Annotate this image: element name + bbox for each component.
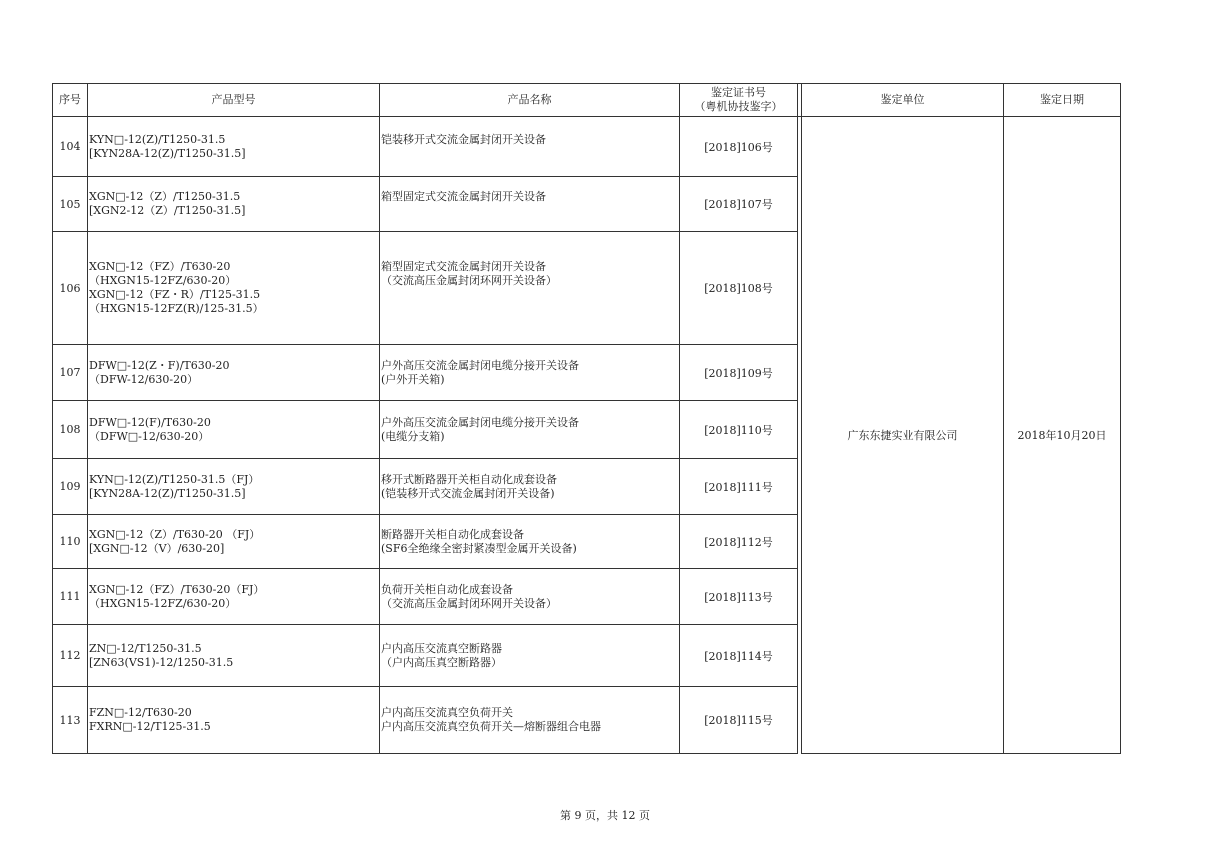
product-name-line [381, 204, 678, 218]
row-number: 105 [53, 177, 88, 232]
row-number: 106 [53, 232, 88, 345]
product-model-line: [KYN28A-12(Z)/T1250-31.5] [89, 486, 246, 500]
product-name-cell [380, 232, 680, 345]
product-model-line: （DFW-12/630-20） [89, 372, 199, 386]
product-model-line: XGN□-12（FZ・R）/T125-31.5 [89, 288, 261, 301]
product-name-line: 箱型固定式交流金属封闭开关设备 [381, 190, 546, 203]
product-name-line: 户外高压交流金属封闭电缆分接开关设备 [381, 415, 579, 429]
product-name-line: 箱型固定式交流金属封闭开关设备 [381, 260, 546, 273]
product-model-line: XGN□-12（Z）/T630-20 （FJ） [89, 527, 261, 541]
product-name-line [381, 288, 678, 302]
header-no: 序号 [53, 84, 88, 117]
certificate-number: [2018]107号 [680, 177, 798, 232]
header-name: 产品名称 [380, 84, 680, 117]
product-model-line: DFW□-12(Z・F)/T630-20 [89, 358, 230, 372]
header-cert-line1: 鉴定证书号 [711, 86, 766, 99]
product-model-line: XGN□-12（FZ）/T630-20（FJ） [89, 582, 265, 596]
product-model-line: XGN□-12（FZ）/T630-20 [89, 260, 231, 273]
page-footer: 第 9 页，共 12 页 [560, 809, 650, 822]
product-model-line: KYN□-12(Z)/T1250-31.5（FJ） [89, 472, 260, 486]
product-name-line: (SF6全绝缘全密封紧凑型金属开关设备) [381, 541, 577, 555]
row-number: 111 [53, 569, 88, 625]
product-model-line: FXRN□-12/T125-31.5 [89, 720, 211, 733]
certificate-number: [2018]114号 [680, 625, 798, 687]
product-name-line: 户内高压交流真空负荷开关 [381, 706, 513, 719]
header-row [53, 84, 1121, 117]
product-model-cell [88, 117, 380, 177]
certificate-number: [2018]106号 [680, 117, 798, 177]
product-name-cell [380, 459, 680, 515]
product-model-line: [XGN□-12（V）/630-20] [89, 541, 225, 555]
product-name-line: （交流高压金属封闭环网开关设备） [381, 274, 557, 287]
product-model-cell [88, 625, 380, 687]
product-model-cell [88, 515, 380, 569]
certificate-number: [2018]115号 [680, 687, 798, 754]
product-name-line: （交流高压金属封闭环网开关设备） [381, 596, 557, 610]
product-name-line: 户外高压交流金属封闭电缆分接开关设备 [381, 358, 579, 372]
product-name-line: (电缆分支箱) [381, 429, 445, 443]
product-name-line [381, 147, 678, 161]
product-model-line: ZN□-12/T1250-31.5 [89, 641, 202, 655]
certificate-number: [2018]111号 [680, 459, 798, 515]
row-number: 104 [53, 117, 88, 177]
product-name-line [381, 302, 678, 316]
product-model-line: [XGN2-12（Z）/T1250-31.5] [89, 204, 246, 217]
product-name-cell [380, 569, 680, 625]
row-number: 113 [53, 687, 88, 754]
product-model-line: （HXGN15-12FZ/630-20） [89, 596, 237, 610]
row-number: 109 [53, 459, 88, 515]
product-name-line: （户内高压真空断路器） [381, 655, 502, 669]
product-model-line: [KYN28A-12(Z)/T1250-31.5] [89, 146, 246, 160]
product-name-line: 户内高压交流真空负荷开关—熔断器组合电器 [381, 720, 601, 733]
product-model-line: （HXGN15-12FZ(R)/125-31.5） [89, 302, 264, 315]
product-name-line: 户内高压交流真空断路器 [381, 641, 502, 655]
header-unit: 鉴定单位 [802, 84, 1004, 117]
product-model-line: （HXGN15-12FZ/630-20） [89, 274, 237, 287]
product-name-line: 负荷开关柜自动化成套设备 [381, 582, 513, 596]
product-name-line: (铠装移开式交流金属封闭开关设备) [381, 486, 555, 500]
product-model-cell [88, 687, 380, 754]
product-name-line: (户外开关箱) [381, 372, 445, 386]
product-model-cell [88, 459, 380, 515]
product-name-line: 铠装移开式交流金属封闭开关设备 [381, 132, 546, 146]
header-model: 产品型号 [88, 84, 380, 117]
header-cert [680, 84, 798, 117]
product-name-cell [380, 515, 680, 569]
certificate-number: [2018]109号 [680, 345, 798, 401]
product-name-cell [380, 625, 680, 687]
row-number: 107 [53, 345, 88, 401]
product-name-cell [380, 687, 680, 754]
product-model-cell [88, 345, 380, 401]
product-model-cell [88, 569, 380, 625]
row-number: 108 [53, 401, 88, 459]
header-date: 鉴定日期 [1004, 84, 1121, 117]
product-name-cell [380, 401, 680, 459]
product-model-cell [88, 401, 380, 459]
row-number: 112 [53, 625, 88, 687]
certificate-number: [2018]108号 [680, 232, 798, 345]
certificate-number: [2018]110号 [680, 401, 798, 459]
certificate-number: [2018]112号 [680, 515, 798, 569]
appraisal-unit: 广东东捷实业有限公司 [802, 117, 1004, 754]
product-name-cell [380, 177, 680, 232]
product-model-line: XGN□-12（Z）/T1250-31.5 [89, 190, 241, 203]
table-body [53, 117, 1121, 754]
row-number: 110 [53, 515, 88, 569]
product-model-cell [88, 232, 380, 345]
table-row [53, 117, 1121, 177]
header-cert-line2: （粤机协技鉴字） [694, 100, 783, 113]
product-model-line: KYN□-12(Z)/T1250-31.5 [89, 132, 226, 146]
certificate-number: [2018]113号 [680, 569, 798, 625]
product-model-line: （DFW□-12/630-20） [89, 429, 210, 443]
product-model-cell [88, 177, 380, 232]
product-model-line: FZN□-12/T630-20 [89, 706, 192, 719]
product-name-line: 断路器开关柜自动化成套设备 [381, 527, 524, 541]
product-name-cell [380, 345, 680, 401]
certification-table [52, 83, 1121, 754]
product-name-line: 移开式断路器开关柜自动化成套设备 [381, 472, 557, 486]
appraisal-date: 2018年10月20日 [1004, 117, 1121, 754]
product-name-cell [380, 117, 680, 177]
product-model-line: DFW□-12(F)/T630-20 [89, 415, 211, 429]
product-model-line: [ZN63(VS1)-12/1250-31.5 [89, 655, 234, 669]
